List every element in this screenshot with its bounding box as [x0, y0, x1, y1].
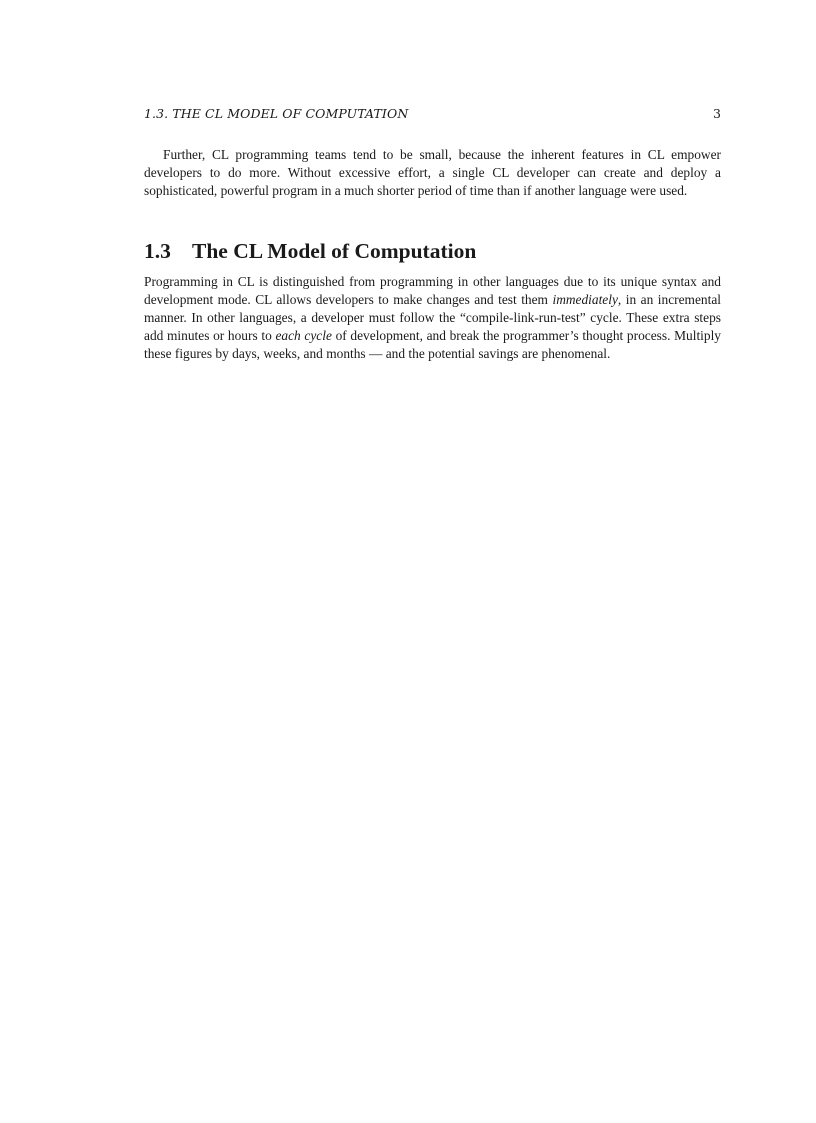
section-heading	[144, 238, 721, 264]
emphasis-each-cycle: each cycle	[275, 328, 332, 344]
running-header-title: 1.3. THE CL MODEL OF COMPUTATION	[144, 106, 409, 121]
running-header	[144, 106, 721, 122]
section-number: 1.3	[144, 239, 171, 263]
body-text-part-3: of development, and break the programmer’s thought process. Multiply these figures by days, weeks, and months — and the potential savings are phenomenal.	[144, 328, 721, 362]
page-number: 3	[713, 106, 721, 121]
body-text-part-2: , in an incremental manner. In other languages, a developer must follow the “compile-link-run-test” cycle. These extra steps add minutes or hours to	[144, 292, 721, 344]
body-paragraph	[144, 273, 721, 363]
section-title: The CL Model of Computation	[192, 239, 477, 263]
body-text-part-1: Programming in CL is distinguished from programming in other languages due to its unique syntax and development mode. CL allows developers to make changes and test them	[144, 274, 721, 308]
intro-paragraph: Further, CL programming teams tend to be small, because the inherent features in CL empower developers to do more. Without excessive effort, a single CL developer can create and deploy a sophisticated, powerful program in a much shorter period of time than if another language were used.	[144, 147, 721, 199]
emphasis-immediately: immediately	[552, 292, 618, 308]
